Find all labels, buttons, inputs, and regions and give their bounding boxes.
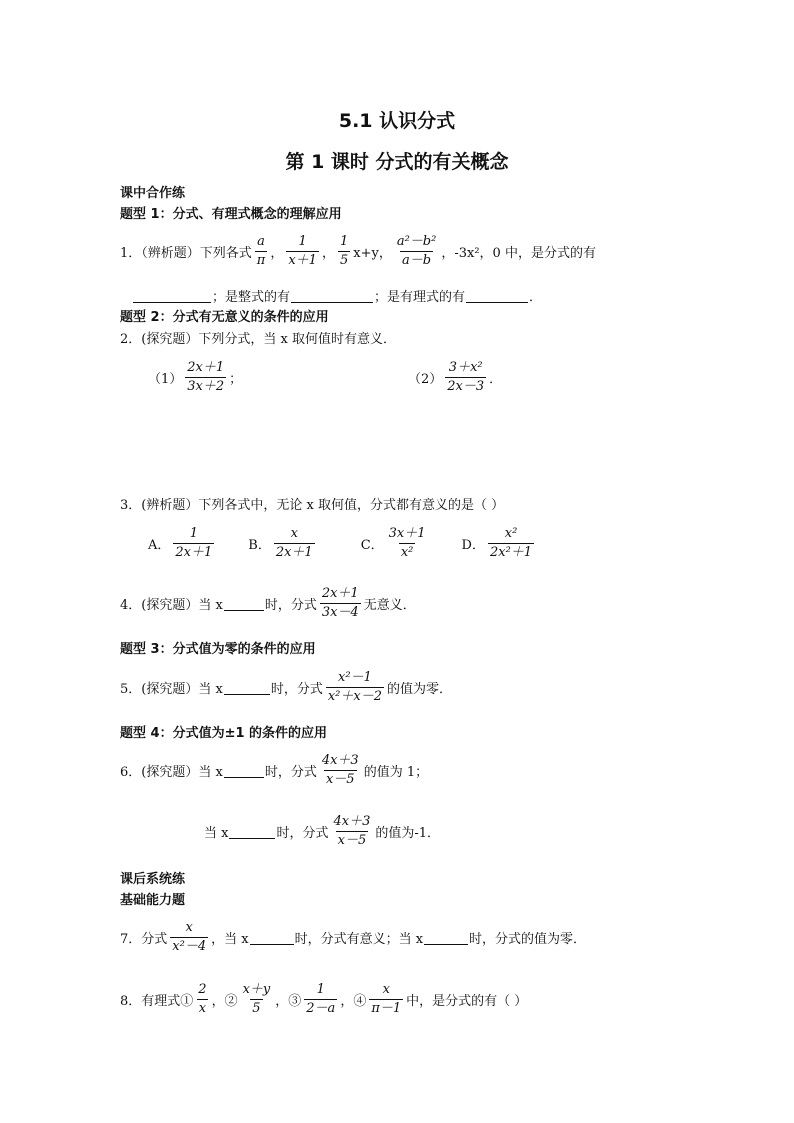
q1-tail: ，-3x²，0 中，是分式的有: [441, 246, 596, 261]
q1-fraction-4: $\frac{\text{a²－b²}}{a-b}$: [396, 234, 437, 268]
option-a-fraction[interactable]: $\frac{1}{2x+1}$: [175, 526, 213, 560]
type2-heading: 题型 2：分式有无意义的条件的应用: [120, 310, 329, 325]
q8-fraction-1: $\frac{2}{x}$: [198, 982, 207, 1016]
question-1-line2: ；是整式的有 ；是有理式的有 ．: [132, 286, 542, 305]
q1-fraction-2: $\frac{1}{x+1}$: [288, 234, 317, 268]
question-2-part1: （1） $\frac{2x+1}{3x+2}$ ；: [148, 360, 243, 394]
answer-blank[interactable]: [224, 596, 264, 611]
basic-heading: 基础能力题: [120, 893, 186, 908]
q5-fraction: $\frac{\text{x²－1}}{\text{x²＋x－2}}$: [327, 670, 382, 704]
page-subtitle: 第 1 课时 分式的有关概念: [285, 151, 509, 173]
answer-blank[interactable]: [229, 824, 275, 839]
q4-fraction: $\frac{2x+1}{3x-4}$: [321, 586, 359, 620]
q7-fraction: $\frac{x}{\text{x²－4}}$: [172, 920, 207, 954]
q6-fraction-2: $\frac{4x+3}{x-5}$: [333, 814, 371, 848]
answer-blank[interactable]: [250, 930, 294, 945]
answer-blank[interactable]: [466, 288, 528, 303]
question-2-stem: 2．(探究题）下列分式，当 x 取何值时有意义．: [120, 332, 396, 347]
answer-blank[interactable]: [224, 763, 264, 778]
q6-fraction-1: $\frac{4x+3}{x-5}$: [321, 753, 359, 787]
q2-fraction-1: $\frac{2x+1}{3x+2}$: [187, 360, 225, 394]
type1-heading: 题型 1：分式、有理式概念的理解应用: [120, 207, 342, 222]
option-d-label: D．: [461, 538, 485, 553]
question-6-part1: 6．(探究题）当 x 时，分式 $\frac{4x+3}{x-5}$ 的值为 1；: [120, 753, 429, 787]
q2-fraction-2: $\frac{\text{3＋x²}}{2x-3}$: [447, 360, 485, 394]
q1-fraction-3: $\frac{1}{5}$: [339, 234, 349, 268]
section-after-class: 课后系统练: [120, 872, 186, 887]
question-4: 4．(探究题）当 x 时，分式 $\frac{2x+1}{3x-4}$ 无意义．: [120, 586, 416, 620]
section-in-class: 课中合作练: [120, 186, 186, 201]
question-8: 8．有理式① $\frac{2}{x}$ ，② $\frac{x+y}{5}$ ，③ $\frac{1}{2-a}$ ，④ $\frac{x}{\pi-1}$ 中，是分式的有（ ）: [120, 982, 528, 1016]
option-a-label: A．: [148, 538, 171, 553]
q8-fraction-3: $\frac{1}{2-a}$: [306, 982, 336, 1016]
page-title: 5.1 认识分式: [338, 110, 456, 132]
type3-heading: 题型 3：分式值为零的条件的应用: [120, 642, 316, 657]
q8-fraction-4: $\frac{x}{\pi-1}$: [371, 982, 402, 1016]
answer-blank[interactable]: [133, 288, 211, 303]
type4-heading: 题型 4：分式值为±1 的条件的应用: [120, 726, 328, 741]
option-b-fraction[interactable]: $\frac{x}{2x+1}$: [275, 526, 313, 560]
answer-blank[interactable]: [291, 288, 373, 303]
question-2-part2: （2） $\frac{\text{3＋x²}}{2x-3}$ ．: [408, 360, 503, 394]
question-6-part2: 当 x 时，分式 $\frac{4x+3}{x-5}$ 的值为-1．: [204, 814, 441, 848]
question-3-options: [148, 526, 537, 561]
q8-fraction-2: $\frac{x+y}{5}$: [242, 982, 271, 1016]
answer-blank[interactable]: [424, 930, 468, 945]
answer-blank[interactable]: [224, 680, 270, 695]
option-c-fraction[interactable]: $\frac{3x+1}{\text{x²}}$: [388, 526, 426, 560]
question-1-line1: 1．（辨析题）下列各式 $\frac{a}{\pi}$ ， $\frac{1}{x+1}$ ， $\frac{1}{5}$ x+y， $\frac{\text{a²－b²}}{a-b}$ ，-3x²，0 中，是分式的有: [120, 234, 596, 268]
option-c-label: C．: [360, 538, 384, 553]
option-d-fraction[interactable]: $\frac{\text{x²}}{\text{2x²＋1}}$: [489, 526, 533, 560]
q1-fraction-1: $\frac{a}{\pi}$: [256, 234, 266, 268]
question-3-stem: 3．(辨析题）下列各式中，无论 x 取何值，分式都有意义的是（ ）: [120, 498, 505, 513]
question-5: 5．(探究题）当 x 时，分式 $\frac{\text{x²－1}}{\text{x²＋x－2}}$ 的值为零．: [120, 670, 452, 704]
option-b-label: B．: [248, 538, 271, 553]
q1-after-f3: x+y，: [353, 246, 392, 261]
q1-prefix: 1．（辨析题）下列各式: [120, 246, 252, 261]
question-7: 7．分式 $\frac{x}{\text{x²－4}}$ ，当 x 时，分式有意义；当 x 时，分式的值为零．: [120, 920, 587, 954]
